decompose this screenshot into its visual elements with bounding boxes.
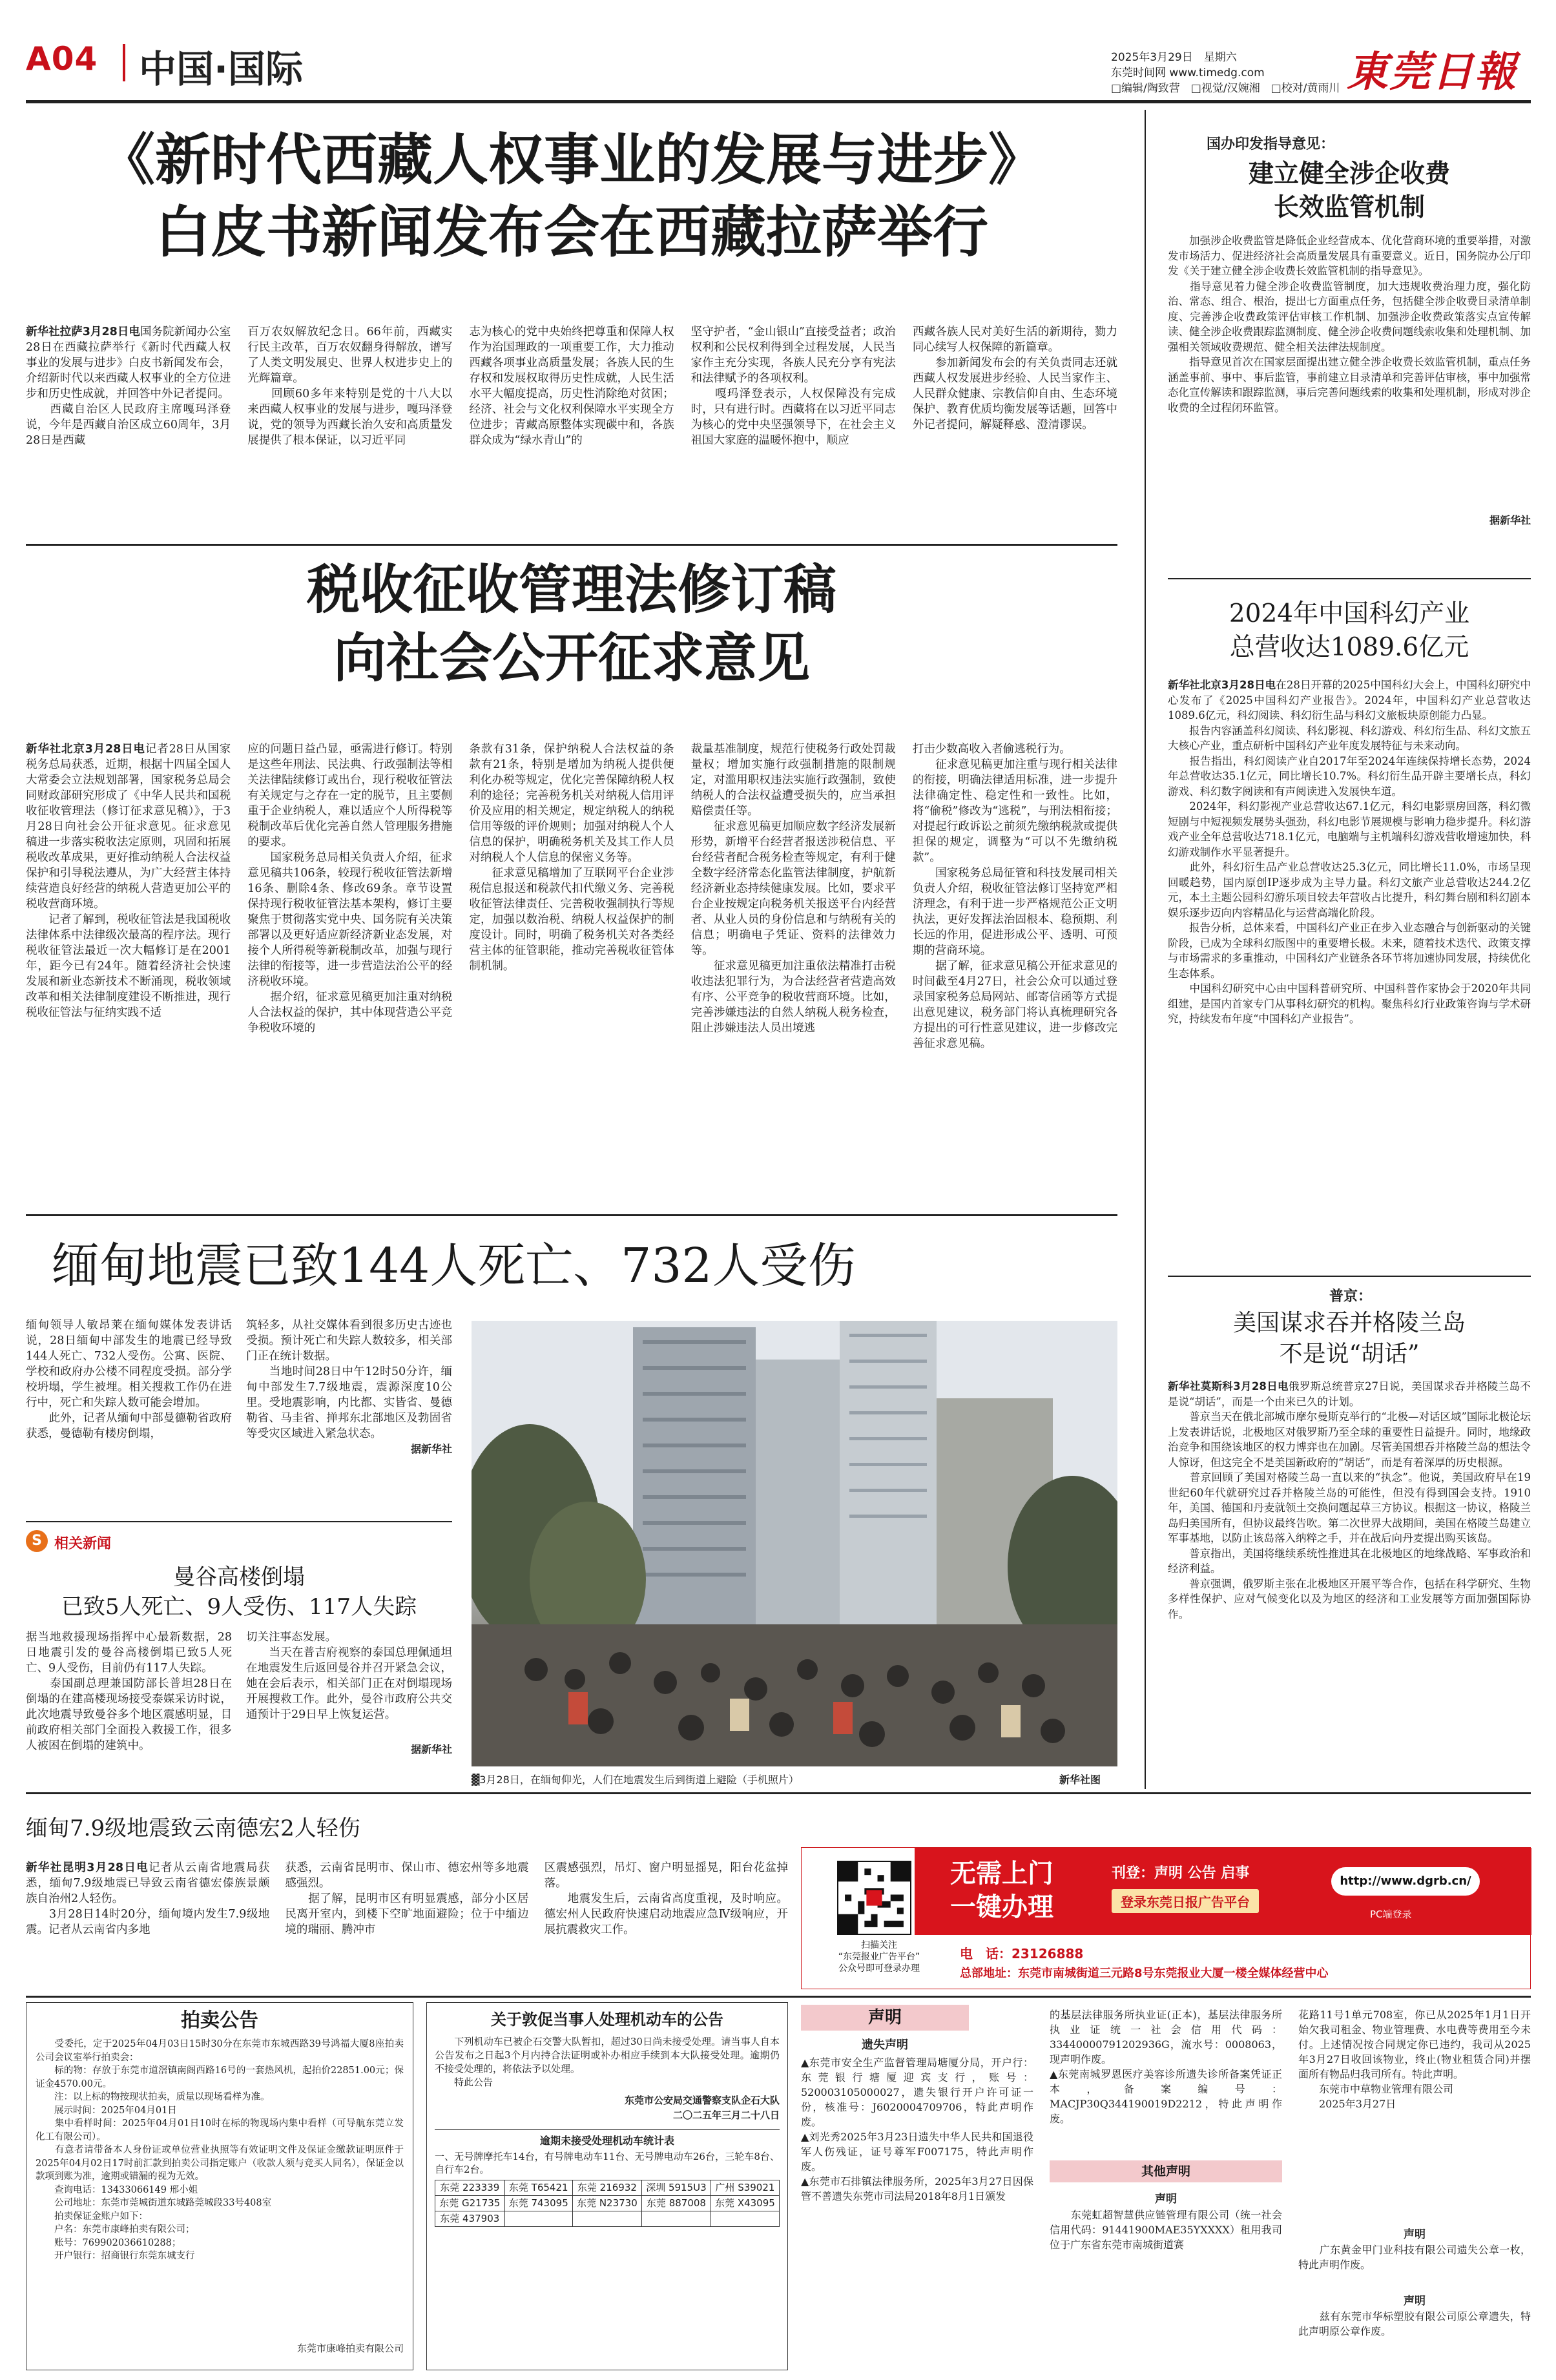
related-news [26, 1521, 452, 1792]
section-divider [123, 44, 125, 81]
yunnan-col-3: 区震感强烈，吊灯、窗户明显摇晃，阳台花盆掉落。 地震发生后，云南省高度重视，及时响应。德宏州人民政府快速启动地震应急Ⅳ级响应，开展抗震救灾工作。 [544, 1861, 788, 1936]
tibet-headline [26, 124, 1117, 269]
table-cell: 东莞 743095 [504, 2196, 572, 2211]
greenland-text: 俄罗斯总统普京27日说，美国谋求吞并格陵兰岛不是说“胡话”，而是一个由来已久的计划。 普京当天在俄北部城市摩尔曼斯克举行的“北极—对话区域”国际北极论坛上发表讲话说，北极地区对俄罗斯乃至全球的重要性日益提升。同时，地缘政治竞争和围绕该地区的权力博弈也在加剧。尽管美国想吞并格陵兰岛的想法令人惊讶，但这完全不是美国新政府的“胡话”，而是有着深厚的历史根源。 普京回顾了美国对格陵兰岛一直以来的“执念”。他说，美国政府早在19世纪60年代就研究过吞并格陵兰岛的可能性，但没有得到国会支持。1910年，美国、德国和丹麦就领土交换问题起草三方协议。根据这一协议，格陵兰岛归美国所有，但协议最终告吹。第二次世界大战期间，美国在格陵兰岛建立军事基地，以防止该岛落入纳粹之手，并在战后向丹麦提出购买该岛。 普京指出，美国将继续系统性推进其在北极地区的地缘战略、军事政治和经济利益。 普京强调，俄罗斯主张在北极地区开展平等合作，包括在科学研究、生物多样性保护、应对气候变化以及为地区的经济和工业发展等方面加强国际协作。 [1168, 1380, 1531, 1620]
scifi-dateline: 新华社北京3月28日电 [1168, 679, 1276, 691]
table-row [435, 2180, 780, 2196]
ad-qr-code[interactable] [837, 1861, 911, 1935]
ad-headline-line1: 无需上门 [950, 1859, 1053, 1888]
divider-mid-page [26, 1792, 1531, 1794]
table-cell: 东莞 T65421 [504, 2180, 572, 2196]
ad-phone-label: 电 话： [960, 1946, 1011, 1961]
statement-col-2: 的基层法律服务所执业证(正本)，基层法律服务所执业证统一社会信用代码：33440000791202936G，流水号：0008063，现声明作废。 ▲东莞南城罗恩医疗美容诊所遗失诊所备案凭证正本，备案编号：MACJP30Q344190019D2212，特此声明作废。 [1050, 2009, 1282, 2125]
section-title: 中国·国际 [139, 47, 304, 91]
auction-body: 受委托，定于2025年04月03日15时30分在东莞市东城西路39号鸿福大厦8座拍卖公司会议室举行拍卖会： 标的物：存放于东莞市道滘镇南阁西路16号的一套热风机，起拍价22851.00元；保证金4570.00元。 注：以上标的物按现状拍卖，质量以现场看样为准。 展示时间：2025年04月01日 集中看样时间：2025年04月01日10时在标的物现场内集中看样（可导航东莞立发化工有限公司）。 有意者请带备本人身份证或单位营业执照等有效证明文件及保证金缴款证明原件于2025年04月02日17时前汇款到拍卖公司指定账户（收款人须与竞买人同名），保证金以款项到账为准，逾期或错漏的视为无效。 查询电话：13433066149 邢小姐 公司地址：东莞市莞城街道东城路莞城段33号408室 拍卖保证金账户如下： 户名：东莞市康峰拍卖有限公司； 账号：769902036610288； 开户银行：招商银行东莞东城支行 [36, 2039, 404, 2261]
auction-notice [26, 2002, 413, 2370]
tibet-dateline: 新华社拉萨3月28日电 [26, 326, 140, 338]
yunnan-col-2: 获悉，云南省昆明市、保山市、德宏州等多地震感强烈。 据了解，昆明市区有明显震感，部分小区居民离开室内，到楼下空旷地面避险；位于中缅边境的瑞丽、腾冲市 [285, 1861, 529, 1936]
myanmar-text-2: 筑轻多，从社交媒体看到很多历史古迹也受损。预计死亡和失踪人数较多，相关部门正在统计数据。 当地时间28日中午12时50分许，缅甸中部发生7.7级地震，震源深度10公里。受地震影响，内比都、实皆省、曼德勒省、马圭省、掸邦东北部地区及勃固省等受灾区域进入紧急状态。 [246, 1319, 452, 1440]
scifi-text: 在28日开幕的2025中国科幻大会上，中国科幻研究中心发布了《2025中国科幻产业报告》。2024年，中国科幻产业总营收达1089.6亿元，科幻阅读、科幻衍生品与科幻文旅板块原创能力凸显。 报告内容涵盖科幻阅读、科幻影视、科幻游戏、科幻衍生品、科幻文旅五大核心产业，重点研析中国科幻产业年度发展特征与未来动向。 报告指出，科幻阅读产业自2017年至2024年连续保持增长态势，2024年总营收达35.1亿元，同比增长10.7%。科幻衍生品开辟主要增长点，科幻游戏、科幻数字阅读和有声阅读进入发展快车道。 2024年，科幻影视产业总营收达67.1亿元，科幻电影票房回落，科幻微短剧与中短视频发展势头强劲，科幻电影节展规模与影响力稳步提升。科幻游戏产业全年总营收达718.1亿元，电脑端与主机端科幻游戏营收增速加快，科幻游戏制作水平显著提升。 此外，科幻衍生品产业总营收达25.3亿元，同比增长11.0%，市场呈现回暖趋势，国内原创IP逐步成为主导力量。科幻文旅产业总营收达244.2亿元，本土主题公园科幻游乐项目较去年营收占比提升，科幻舞台剧和科幻剧本娱乐逐步迈向内容精品化与运营高端化阶段。 报告分析，总体来看，中国科幻产业正在步入业态融合与创新驱动的关键阶段，已成为全球科幻版图中的重要增长极。未来，随着技术迭代、政策支撑与市场需求的多重推动，中国科幻产业链条各环节将加速协同发展，持续优化生态体系。 中国科幻研究中心由中国科普研究所、中国科普作家协会于2020年共同组建，是国内首家专门从事科幻研究的机构。聚焦科幻行业政策咨询与学术研究，持续发布年度“中国科幻产业报告”。 [1168, 679, 1531, 1025]
tax-headline-line2: 向社会公开征求意见 [333, 627, 810, 689]
ad-services: 刊登：声明 公告 启事 [1112, 1865, 1250, 1881]
charges-headline-line1: 建立健全涉企收费 [1248, 159, 1450, 189]
related-icon: S [26, 1530, 48, 1552]
photo-scene [472, 1321, 1117, 1766]
statement-title-box [801, 2005, 969, 2031]
tax-headline-line1: 税收征收管理法修订稿 [306, 559, 836, 621]
photo-credit: 新华社图 [1059, 1774, 1101, 1786]
statement-sub-3: 声明 [1404, 2228, 1426, 2241]
ad-login-button[interactable]: 登录东莞日报广告平台 [1112, 1889, 1259, 1913]
table-cell: 东莞 437903 [435, 2211, 505, 2227]
table-cell: 东莞 887008 [642, 2196, 711, 2211]
related-headline [26, 1562, 452, 1622]
statement-col-2b: 东莞虹超智慧供应链管理有限公司（统一社会信用代码：91441900MAE35YXXXX）租用我司位于广东省东莞市南城街道赛 [1050, 2209, 1282, 2251]
tax-headline [26, 555, 1117, 692]
qr-pattern [838, 1862, 910, 1934]
myanmar-col-1: 缅甸领导人敏昂莱在缅甸媒体发表讲话说，28日缅甸中部发生的地震已经导致144人死亡、732人受伤。公寓、医院、学校和政府办公楼不同程度受损。部分学校坍塌，学生被埋。相关搜救工作仍在进行中，死亡和失踪人数可能会增加。 此外，记者从缅甸中部曼德勒省政府获悉，曼德勒有楼房倒塌， [26, 1319, 232, 1440]
table-cell: 广州 S39021 [711, 2180, 779, 2196]
statement-other-title: 其他声明 [1141, 2164, 1190, 2178]
charges-credit: 据新华社 [1489, 514, 1531, 526]
vehicle-body: 下列机动车已被企石交警大队暂扣，超过30日尚未接受处理。请当事人自本公告发布之日起3个月内持合法证明或补办相应手续到本大队接受处理。逾期仍不接受处理的，将依法予以处理。 特此公告 [435, 2036, 780, 2088]
related-headline-line2: 已致5人死亡、9人受伤、117人失踪 [61, 1594, 417, 1620]
divider-right-1 [1168, 578, 1531, 579]
tax-dateline: 新华社北京3月28日电 [26, 743, 145, 756]
ad-headline [950, 1857, 1053, 1924]
tax-col-1 [26, 741, 231, 1129]
divider-right-2 [1168, 1276, 1531, 1277]
related-headline-line1: 曼谷高楼倒塌 [173, 1564, 305, 1590]
ad-qr-caption: 扫描关注 “东莞报业广告平台” 公众号即可登录办理 [838, 1940, 920, 1974]
tibet-col-5: 西藏各族人民对美好生活的新期待，勠力同心续写人权保障的新篇章。 参加新闻发布会的有关负责同志还就西藏人权发展进步经验、人民当家作主、人民群众健康、宗教信仰自由、生态环境保护、教育优质均衡发展等话题，回答中外记者提问，解疑释惑、澄清谬误。 [912, 326, 1118, 431]
auction-signer: 东莞市康峰拍卖有限公司 [296, 2343, 404, 2354]
masthead [0, 0, 1556, 103]
ad-address-label: 总部地址： [960, 1967, 1018, 1980]
website: 东莞时间网 www.timedg.com [1111, 67, 1265, 79]
table-cell: 深圳 5915U3 [642, 2180, 711, 2196]
statement-other-sub: 声明 [1155, 2193, 1177, 2206]
vehicle-notice [426, 2002, 788, 2370]
charges-headline-line2: 长效监管机制 [1273, 192, 1425, 222]
greenland-kicker: 普京： [1329, 1288, 1373, 1305]
table-cell: 东莞 223339 [435, 2180, 505, 2196]
tibet-col-2: 百万农奴解放纪念日。66年前，西藏实行民主改革，百万农奴翻身得解放，谱写了人类文明发展史、世界人权进步史上的光辉篇章。 回顾60多年来特别是党的十八大以来西藏人权事业的发展与进步，嘎玛泽登说，党的领导为西藏长治久安和高质量发展提供了根本保证，以习近平同 [247, 326, 453, 447]
vehicle-table-title: 逾期未接受处理机动车统计表 [435, 2129, 780, 2147]
yunnan-text-1: 记者从云南省地震局获悉，缅甸7.9级地震已导致云南省德宏傣族景颇族自治州2人轻伤。 3月28日14时20分，缅甸境内发生7.9级地震。记者从云南省内多地 [26, 1861, 270, 1936]
earthquake-photo [472, 1321, 1117, 1766]
statements [801, 2002, 1531, 2370]
greenland-body [1168, 1379, 1531, 1792]
related-col-1: 据当地救援现场指挥中心最新数据，28日地震引发的曼谷高楼倒塌已致5人死亡、9人受伤，目前仍有117人失踪。 泰国副总理兼国防部长普坦28日在倒塌的在建高楼现场接受泰媒采访时说，此次地震导致曼谷多个地区震感明显，目前政府相关部门全面投入救援工作，很多人被困在倒塌的建筑中。 [26, 1631, 232, 1752]
scifi-body [1168, 678, 1531, 1246]
divider-tibet-tax [26, 544, 1117, 546]
divider-bottom-section [26, 1996, 1531, 1998]
statement-col-3c: 兹有东莞市华标塑胶有限公司原公章遗失，特此声明原公章作废。 [1298, 2310, 1531, 2337]
ad-phone-number: 23126888 [1011, 1946, 1084, 1961]
scifi-headline [1168, 597, 1531, 665]
tibet-headline-line2: 白皮书新闻发布会在西藏拉萨举行 [155, 200, 988, 265]
myanmar-body [26, 1318, 452, 1511]
table-cell [572, 2211, 641, 2227]
statement-other-box [1050, 2160, 1282, 2182]
tibet-col-4: 坚守护者，“金山银山”直接受益者；政治权利和公民权利得到全过程发展，人民当家作主充分实现，各族人民充分享有宪法和法律赋予的各项权利。 嘎玛泽登表示，人权保障没有完成时，只有进行时。西藏将在以习近平同志为核心的党中央坚强领导下，在社会主义祖国大家庭的温暖怀抱中，顺应 [690, 326, 896, 447]
ad-address [960, 1964, 1329, 1981]
statement-title: 声明 [867, 2008, 902, 2027]
statement-col-3: 花路11号1单元708室，你已从2025年1月1日开始欠我司租金、物业管理费、水电费等费用至今未付。上述情况按合同规定你已违约，我司从2025年3月27日收回该物业，终止(物业租赁合同)并摆面所有物品归我司所有。特此声明。 东莞市中草物业管理有限公司 2025年3月27日 [1298, 2009, 1531, 2110]
tibet-text-1: 国务院新闻办公室28日在西藏拉萨举行《新时代西藏人权事业的发展与进步》白皮书新闻发布会，介绍新时代以来西藏人权事业的全方位进步和历史性成就，并回答中外记者提问。 西藏自治区人民政府主席嘎玛泽登说，今年是西藏自治区成立60周年，3月28日是西藏 [26, 326, 231, 447]
scifi-article [1168, 597, 1531, 1256]
yunnan-dateline: 新华社昆明3月28日电 [26, 1861, 149, 1874]
table-row [435, 2196, 780, 2211]
table-cell: 东莞 X43095 [711, 2196, 779, 2211]
tax-text-1: 记者28日从国家税务总局获悉，近期，根据十四届全国人大常委会立法规划部署，国家税务总局会同财政部研究形成了《中华人民共和国税收征收管理法（修订征求意见稿）》，于3月28日向社会公开征求意见。征求意见稿进一步落实税收法定原则，巩固和拓展税收改革成果，更好推动纳税人合法权益保护和引导税法遵从，为广大经营主体持续营造良好经营的纳税人营造更加公平的税收营商环境。 记者了解到，税收征管法是我国税收法律体系中法律级次最高的程序法。现行税收征管法最近一次大幅修订是在2001年，距今已有24年。随着经济社会快速发展和新业态新技术不断涌现，税收领域改革和相关法律制度建设不断推进，现行税收征管法与征纳实践不适 [26, 743, 231, 1019]
ad-url-box[interactable]: http://www.dgrb.cn/ [1331, 1867, 1480, 1896]
statement-col-1: ▲东莞市安全生产监督管理局塘厦分局，开户行：东莞银行塘厦迎宾支行，账号：520003105000027，遗失银行开户许可证一份，核准号：J6020004709706，特此声明作废。 ▲刘光秀2025年3月23日遗失中华人民共和国退役军人伤残证，证号尊军F007175，特此声明作废。 ▲东莞市石排镇法律服务所，2025年3月27日因保管不善遗失东莞市司法局2018年8月1日颁发 [801, 2056, 1033, 2202]
related-credit: 据新华社 [410, 1743, 452, 1755]
ad-address-text: 东莞市南城街道三元路8号东莞报业大厦一楼全媒体经营中心 [1018, 1967, 1329, 1980]
tibet-body [26, 324, 1117, 537]
myanmar-credit: 据新华社 [410, 1443, 452, 1455]
yunnan-col-1 [26, 1860, 269, 1970]
greenland-headline [1168, 1308, 1531, 1370]
charges-article [1168, 133, 1531, 546]
table-cell [504, 2211, 572, 2227]
vehicle-table [435, 2180, 780, 2227]
photo-caption: ▓3月28日，在缅甸仰光，人们在地震发生后到街道上避险（手机照片） [472, 1774, 799, 1786]
tax-col-5: 打击少数高收入者偷逃税行为。 征求意见稿更加注重与现行相关法律的衔接，明确法律适用标准，进一步提升法律确定性、稳定性和一致性。比如，将“偷税”修改为“逃税”，与刑法相衔接；对提起行政诉讼之前须先缴纳税款或提供担保的规定，调整为“可以不先缴纳税款”。 国家税务总局征管和科技发展司相关负责人介绍，税收征管法修订坚持宽严相济理念，有利于进一步严格规范公正文明执法，更好发挥法治固根本、稳预期、利长远的作用，促进形成公平、透明、可预期的营商环境。 据了解，征求意见稿公开征求意见的时间截至4月27日，社会公众可以通过登录国家税务总局网站、邮寄信函等方式提出意见建议，税务部门将认真梳理研究各方提出的可行性意见建议，进一步修改完善征求意见稿。 [912, 743, 1118, 1050]
yunnan-headline: 缅甸7.9级地震致云南德宏2人轻伤 [26, 1816, 360, 1841]
tibet-col-3: 志为核心的党中央始终把尊重和保障人权作为治国理政的一项重要工作，大力推动西藏各项事业高质量发展；各族人民的生存权和发展权取得历史性成就，人民生活水平大幅度提高，历史性消除绝对贫困；经济、社会与文化权利保障水平实现全方位进步；青藏高原整体实现碳中和，各族群众成为“绿水青山”的 [469, 326, 674, 447]
yunnan-body [26, 1860, 788, 1970]
tax-col-2: 应的问题日益凸显，亟需进行修订。特别是这些年刑法、民法典、行政强制法等相关法律陆续修订或出台，现行税收征管法有关规定与之存在一定的脱节，且主要侧重于企业纳税人，难以适应个人所得税等税制改革后优化完善自然人管理服务措施的要求。 国家税务总局相关负责人介绍，征求意见稿共106条，较现行税收征管法新增16条、删除4条、修改69条。章节设置保持现行税收征管法基本架构，修订主要聚焦于贯彻落实党中央、国务院有关决策部署以及更好适应新经济新业态发展，对接个人所得税等新税制改革，加强与现行法律的衔接等，进一步营造法治公平的经济税收环境。 据介绍，征求意见稿更加注重对纳税人合法权益的保护，其中体现营造公平竞争税收环境的 [247, 743, 453, 1035]
ad-banner[interactable] [801, 1847, 1531, 1989]
issue-date: 2025年3月29日 星期六 [1111, 51, 1237, 64]
tibet-headline-line1: 《新时代西藏人权事业的发展与进步》 [99, 127, 1044, 192]
ad-headline-line2: 一键办理 [950, 1892, 1053, 1922]
tax-col-3: 条款有31条，保护纳税人合法权益的条款有21条，特别是增加为纳税人提供便利化办税等规定，优化完善保障纳税人权利的途径；完善税务机关对纳税人信用评价及应用的相关规定，规定纳税人的纳税信用等级的评价规则；加强对纳税人个人信息的保护，明确税务机关及其工作人员对纳税人个人信息的保密义务等。 征求意见稿增加了互联网平台企业涉税信息报送和税款代扣代缴义务、完善税收征管法律责任、完善税收强制执行等规定，加强以数治税、纳税人权益保护的制度设计。同时，明确了税务机关对各类经营主体的征管职能，推动完善税收征管体制机制。 [469, 743, 674, 973]
greenland-headline-line2: 不是说“胡话” [1279, 1341, 1420, 1367]
right-column-rule [1145, 110, 1146, 1789]
editors: □编辑/陶致营 □视觉/汉婉湘 □校对/黄雨川 [1111, 82, 1340, 95]
table-cell [711, 2211, 779, 2227]
charges-body: 加强涉企收费监管是降低企业经营成本、优化营商环境的重要举措，对激发市场活力、促进经济社会高质量发展具有重要意义。近日，国务院办公厅印发《关于建立健全涉企收费长效监管机制的指导意见》。 指导意见着力健全涉企收费监管制度，加大违规收费治理力度，强化防治、常态、组合、根治，提出七方面重点任务，包括健全涉企收费目录清单制度、完善涉企收费政策评估审核工作机制、加强涉企收费政策落实点宣传解读、健全涉企收费跟踪监测制度、健全涉企收费问题线索收集和处理机制、加强相关领域收费规范、健全相关法律法规制度。 指导意见首次在国家层面提出建立健全涉企收费长效监管机制，重点任务涵盖事前、事中、事后监管，事前建立目录清单和完善评估审核，事中加强常态化宣传解读和跟踪监测，事后完善问题线索的收集和处理机制，形成对涉企收费的全过程闭环监管。 [1168, 234, 1531, 414]
vehicle-signer: 东莞市公安局交通警察支队企石大队 [624, 2095, 780, 2106]
vehicle-title: 关于敦促当事人处理机动车的公告 [491, 2010, 723, 2029]
greenland-dateline: 新华社莫斯科3月28日电 [1168, 1380, 1289, 1392]
vehicle-date: 二〇二五年三月二十八日 [672, 2109, 780, 2121]
charges-kicker: 国办印发指导意见： [1207, 136, 1335, 152]
tibet-col-1 [26, 324, 231, 537]
related-top-rule [26, 1521, 452, 1522]
related-col-2 [246, 1630, 452, 1797]
divider-tax-myanmar [26, 1214, 1117, 1216]
ad-pc-label: PC端登录 [1370, 1909, 1412, 1920]
tax-body [26, 741, 1117, 1129]
related-body [26, 1630, 452, 1797]
statement-col-3b: 广东黄金甲门业科技有限公司遗失公章一枚，特此声明作废。 [1298, 2244, 1531, 2271]
table-row [435, 2211, 780, 2227]
scifi-headline-line1: 2024年中国科幻产业 [1229, 599, 1470, 628]
greenland-article [1168, 1285, 1531, 1789]
myanmar-col-2 [246, 1318, 452, 1511]
related-text-2: 切关注事态发展。 当天在普吉府视察的泰国总理佩通坦在地震发生后返回曼谷并召开紧急会议，她在会后表示，相关部门正在对倒塌现场开展搜救工作。此外，曼谷市政府公共交通预计于29日早上恢复运营。 [246, 1631, 452, 1721]
newspaper-logo: 東莞日報 [1347, 48, 1517, 96]
table-cell [642, 2211, 711, 2227]
charges-headline [1168, 157, 1531, 224]
page-number: A04 [26, 40, 98, 78]
myanmar-headline: 缅甸地震已致144人死亡、732人受伤 [52, 1238, 856, 1294]
vehicle-table-note: 一、无号牌摩托车14台，有号牌电动车11台、无号牌电动车26台，三轮车8台、自行车2台。 [435, 2151, 780, 2175]
tax-col-4: 裁量基准制度，规范行使税务行政处罚裁量权；增加实施行政强制措施的限制规定，对滥用职权违法实施行政强制，致使纳税人的合法权益遭受损失的，应当承担赔偿责任等。 征求意见稿更加顺应数字经济发展新形势，新增平台经营者报送涉税信息、平台经营者配合税务检查等规定，有利于健全数字经济常态化监管法律制度，护航新经济新业态持续健康发展。比如，要求平台企业按规定向税务机关报送平台内经营者、从业人员的身份信息和与纳税有关的信息；明确电子凭证、资料的法律效力等。 征求意见稿更加注重依法精准打击税收违法犯罪行为，为合法经营者营造高效有序、公平竞争的税收营商环境。比如，完善涉嫌违法的自然人纳税人税务检查，阻止涉嫌违法人员出境逃 [690, 743, 896, 1035]
table-cell: 东莞 N23730 [572, 2196, 641, 2211]
statement-sub-4: 声明 [1404, 2295, 1426, 2308]
auction-title: 拍卖公告 [181, 2009, 258, 2032]
masthead-rule [26, 100, 1531, 103]
ad-phone [960, 1943, 1083, 1962]
greenland-headline-line1: 美国谋求吞并格陵兰岛 [1232, 1310, 1466, 1336]
scifi-headline-line2: 总营收达1089.6亿元 [1229, 633, 1469, 662]
table-cell: 东莞 216932 [572, 2180, 641, 2196]
related-label: 相关新闻 [54, 1536, 112, 1552]
table-cell: 东莞 G21735 [435, 2196, 505, 2211]
statement-lost-title: 遗失声明 [862, 2038, 908, 2052]
